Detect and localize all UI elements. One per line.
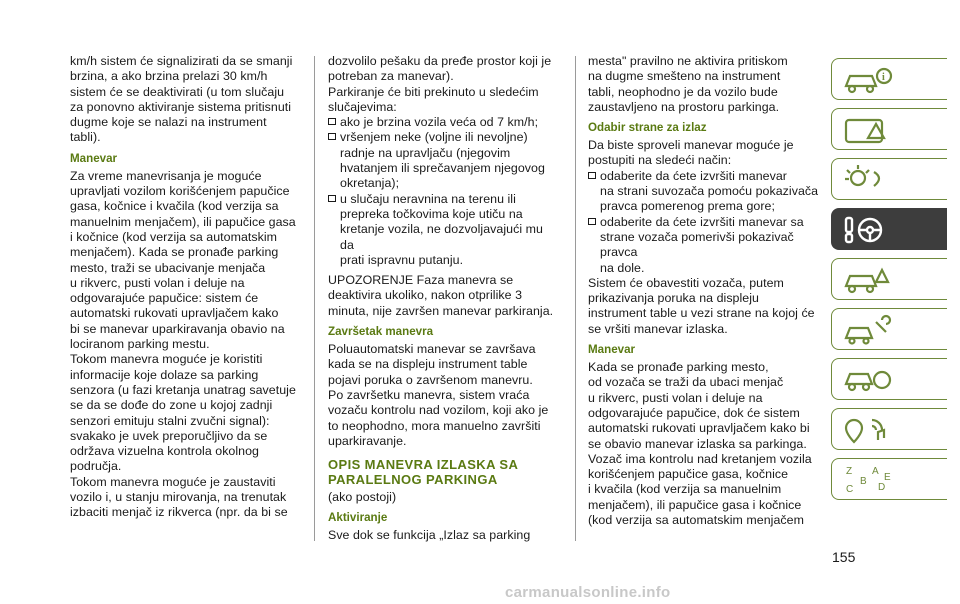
page-number: 155 — [832, 549, 856, 565]
index-abc-icon — [838, 462, 898, 498]
car-info-icon — [838, 62, 898, 98]
paragraph: Sistem će obavestiti vozača, putem prikazivanja poruka na displeju instrument table u vezi strane na kojoj će se vršiti manevar izlaska. — [588, 275, 815, 336]
svg-text:i: i — [882, 72, 885, 83]
paragraph: Poluautomatski manevar se završava kada se na displeju instrument table pojavi poruka o završenom manevru. — [328, 342, 536, 387]
paragraph: Tokom manevra moguće je koristiti informacije koje dolaze sa parking senzora (u fazi kretanja unatrag savetuje se da se dođe do zone u kojoj zadnji senzori emituju stalni zvučni signal): svakako je uvek preporučljivo da se održava vizuelna kontrola okolnog područja. — [70, 352, 296, 474]
bullet-text: vršenjem neke (voljne ili nevoljne) radnje na upravljaču (njegovim hvatanjem ili sprečavanjem njegovog okretanja); — [340, 130, 545, 191]
paragraph: Za vreme manevrisanja je moguće upravljati vozilom korišćenjem papučice gasa, kočnice i kvačila (kod verzija sa manuelnim menjačem), ili papučice gasa i kočnice (kod verzija sa automatskim menjačem). Kada se pronađe parking mesto, traži se ubacivanje menjača u rikverc, pusti volan i deluje na odgovarajuće papučice: sistem će automatski rukovati upravljačem kako bi se manevar uparkiravanja obavio na lociranom parking mestu. — [70, 168, 296, 352]
svg-text:D: D — [878, 482, 886, 493]
paragraph: Kada se pronađe parking mesto, od vozača se traži da ubaci menjač u rikverc, pusti volan i deluje na odgovarajuće papučice, dok će sistem automatski rukovati upravljačem kako bi se obavio manevar izlaska sa parkinga. — [588, 360, 810, 451]
paragraph: Da biste sproveli manevar moguće je postupiti na sledeći način: — [588, 138, 794, 168]
bullet-text: u slučaju neravnina na terenu ili prepreka točkovima koje utiču na kretanje vozila, ne dozvoljavajući mu da prati ispravnu putanju. — [340, 191, 543, 267]
bullet-text: ako je brzina vozila veća od 7 km/h; — [340, 115, 539, 130]
tab-index[interactable] — [831, 458, 947, 500]
paragraph: Parkiranje će biti prekinuto u sledećim slučajevima: — [328, 84, 539, 114]
paragraph: dozvolilo pešaku da pređe prostor koji je potreban za manevar). — [328, 54, 552, 84]
bullet-square-icon — [328, 195, 336, 202]
tab-lights[interactable] — [831, 158, 947, 200]
tab-wrench-car[interactable] — [831, 308, 947, 350]
tab-driving-active[interactable] — [831, 208, 947, 250]
multimedia-icon — [838, 412, 898, 448]
heading-manevar: Manevar — [70, 151, 118, 165]
lights-icon — [838, 162, 898, 198]
bullet-text: odaberite da ćete izvršiti manevar sa strane vozača pomerivši pokazivač pravca na dole. — [600, 214, 804, 275]
bullet-text: odaberite da ćete izvršiti manevar na strani suvozača pomoću pokazivača pravca pomerenog prema gore; — [600, 168, 819, 214]
bullet-item — [588, 215, 824, 276]
bullet-item — [328, 115, 560, 130]
bullet-square-icon — [588, 172, 596, 179]
svg-text:A: A — [872, 466, 879, 477]
column-3 — [588, 54, 824, 528]
bullet-item — [588, 169, 824, 215]
watermark-footer: carmanualsonline.info — [505, 584, 671, 601]
heading-odabir: Odabir strane za izlaz — [588, 121, 707, 135]
paragraph: (ako postoji) — [328, 490, 397, 505]
tab-multimedia[interactable] — [831, 408, 947, 450]
bullet-square-icon — [328, 118, 336, 125]
column-divider — [575, 56, 576, 541]
heading-manevar: Manevar — [588, 343, 636, 357]
wrench-car-icon — [838, 312, 898, 348]
paragraph: Tokom manevra moguće je zaustaviti vozilo i, u stanju mirovanja, na trenutak izbaciti menjač iz rikverca (npr. da bi se — [70, 474, 288, 520]
bullet-item — [328, 192, 560, 268]
car-emergency-icon — [838, 262, 898, 298]
key-steering-wheel-icon — [838, 212, 898, 248]
bullet-item — [328, 130, 560, 191]
warning-paragraph: UPOZORENJE Faza manevra se deaktivira ukoliko, nakon otprilike 3 minuta, nije završen manevar parkiranja. — [328, 273, 554, 318]
heading-aktiviranje: Aktiviranje — [328, 511, 388, 525]
tab-car-emergency[interactable] — [831, 258, 947, 300]
tab-car-info[interactable] — [831, 58, 947, 100]
svg-text:E: E — [884, 472, 891, 483]
paragraph: Po završetku manevra, sistem vraća vozaču kontrolu nad vozilom, koji ako je to neophodno, mora manuelno završiti uparkiravanje. — [328, 387, 549, 448]
dashboard-warning-icon — [838, 112, 898, 148]
column-divider — [314, 56, 315, 541]
paragraph: mesta" pravilno ne aktivira pritiskom na dugme smešteno na instrument tabli, neophodno je da vozilo bude zaustavljeno na prostoru parkinga. — [588, 54, 788, 114]
paragraph: Vozač ima kontrolu nad kretanjem vozila korišćenjem papučice gasa, kočnice i kvačila (kod verzija sa manuelnim menjačem), ili papučice gasa i kočnice (kod verzija sa automatskim menjačem — [588, 451, 812, 528]
column-2 — [328, 54, 560, 544]
svg-text:C: C — [846, 484, 854, 495]
tab-specs[interactable] — [831, 358, 947, 400]
tab-dashboard-warning[interactable] — [831, 108, 947, 150]
svg-text:Z: Z — [846, 466, 853, 477]
svg-text:B: B — [860, 476, 867, 487]
paragraph: km/h sistem će signalizirati da se smanji brzina, a ako brzina prelazi 30 km/h sistem će se deaktivirati (u tom slučaju za ponovno aktiviranje sistema pritisnuti dugme koje se nalazi na instrument tabli). — [70, 54, 293, 145]
bullet-square-icon — [588, 218, 596, 225]
bullet-square-icon — [328, 133, 336, 140]
heading-zavrsetak: Završetak manevra — [328, 325, 434, 339]
specs-icon — [838, 362, 898, 398]
paragraph: Sve dok se funkcija „Izlaz sa parking — [328, 528, 531, 543]
column-1 — [70, 54, 300, 521]
section-heading: OPIS MANEVRA IZLASKA SA PARALELNOG PARKINGA — [328, 457, 519, 488]
